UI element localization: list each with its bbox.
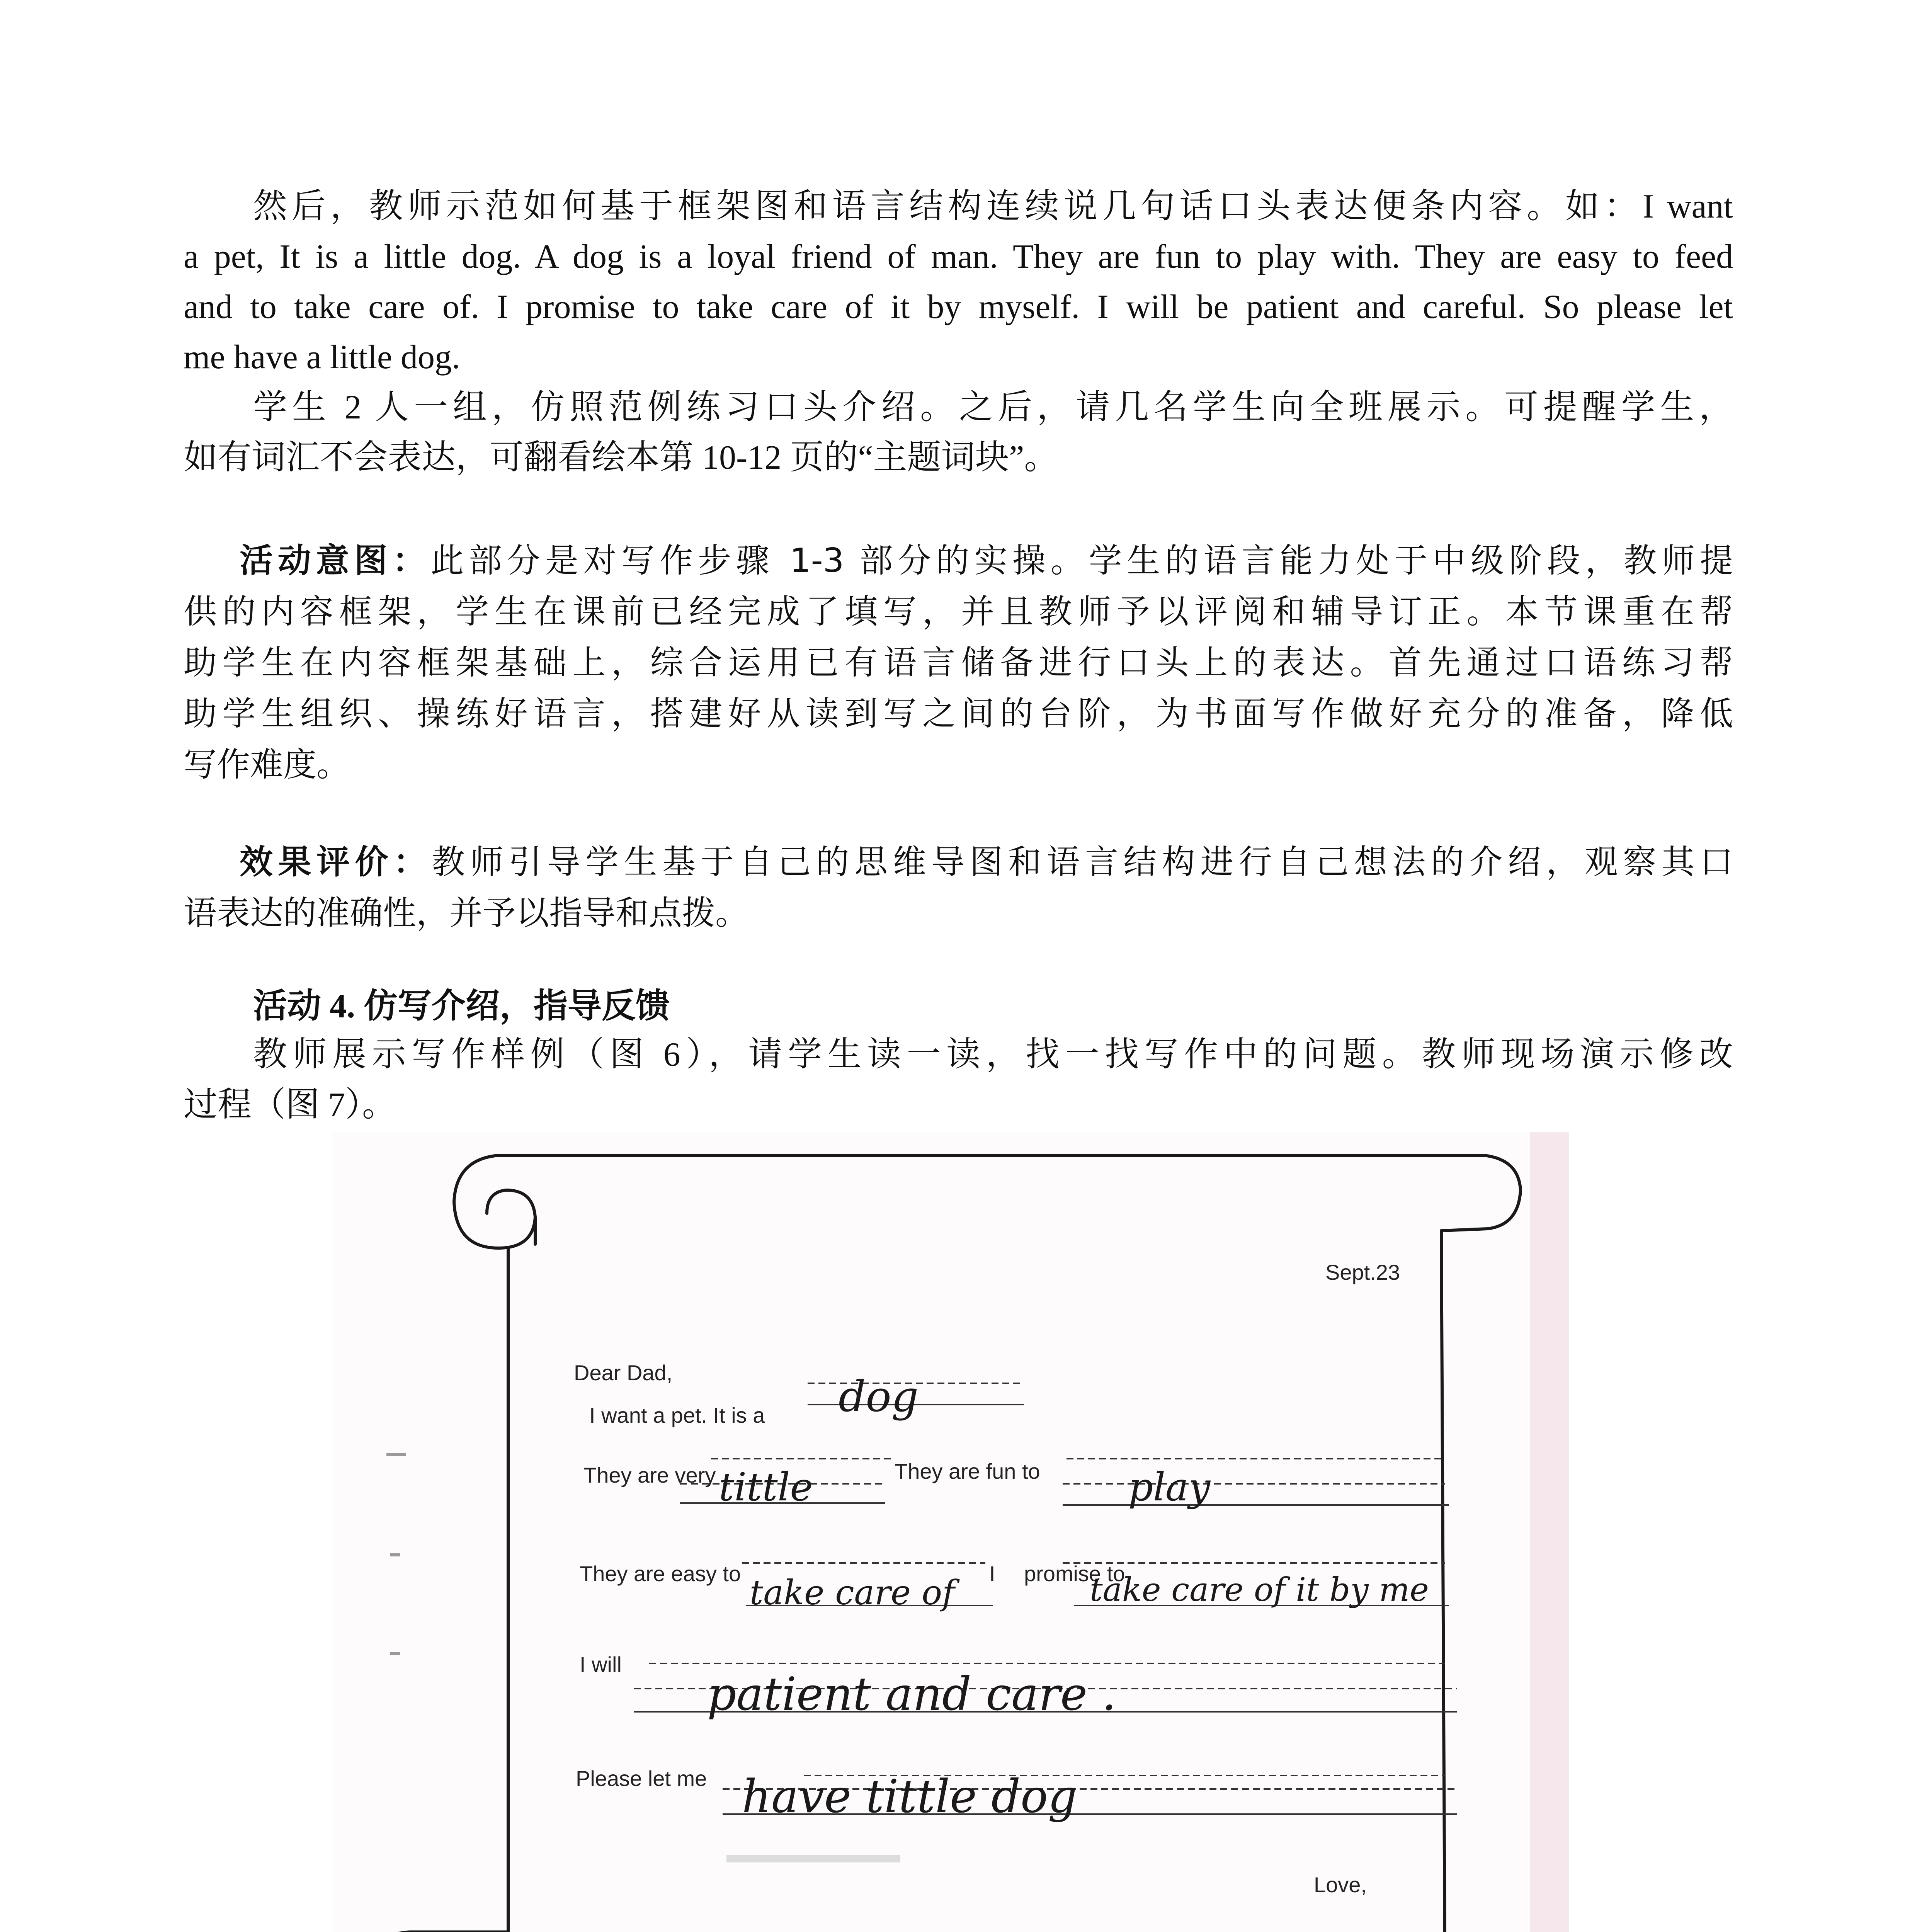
effect-evaluation-line-2: 语表达的准确性，并予以指导和点拨。 xyxy=(184,894,748,932)
letter-date: Sept.23 xyxy=(1325,1260,1400,1284)
activity-intent-line-4: 助学生组织、操练好语言，搭建好从读到写之间的台阶，为书面写作做好充分的准备，降低 xyxy=(184,694,1733,733)
activity-intent-line-3: 助学生在内容框架基础上，综合运用已有语言储备进行口头上的表达。首先通过口语练习帮 xyxy=(184,643,1733,682)
activity-intent-line-5: 写作难度。 xyxy=(184,745,350,784)
paragraph-1-line-4: me have a little dog. xyxy=(184,338,460,376)
paragraph-2-line-1: 学生 2 人一组，仿照范例练习口头介绍。之后，请几名学生向全班展示。可提醒学生， xyxy=(253,389,1733,426)
activity-4-heading: 活动 4. 仿写介绍，指导反馈 xyxy=(253,988,670,1025)
handwriting-promise: take care of it by me xyxy=(1090,1571,1429,1609)
prompt-please-let-me: Please let me xyxy=(576,1766,707,1791)
letter-greeting: Dear Dad, xyxy=(574,1361,673,1385)
effect-evaluation-text: 教师引导学生基于自己的思维导图和语言结构进行自己想法的介绍，观察其口 xyxy=(432,843,1733,881)
paragraph-1-line-1: 然后，教师示范如何基于框架图和语言结构连续说几句话口头表达便条内容。如：I want xyxy=(253,188,1733,225)
prompt-i: I xyxy=(989,1561,995,1586)
writing-sample-figure xyxy=(332,1132,1569,1932)
activity-intent-text: 此部分是对写作步骤 1-3 部分的实操。学生的语言能力处于中级阶段，教师提 xyxy=(430,541,1733,580)
effect-evaluation-line-1 xyxy=(240,837,1733,888)
prompt-i-will: I will xyxy=(580,1652,622,1677)
activity-4-line-2: 过程（图 7）。 xyxy=(184,1086,396,1124)
handwriting-will: patient and care . xyxy=(707,1667,1116,1721)
prompt-easy-to: They are easy to xyxy=(580,1561,741,1586)
handwriting-take-care-of: take care of xyxy=(750,1573,955,1612)
activity-4-line-1: 教师展示写作样例（图 6），请学生读一读，找一找写作中的问题。教师现场演示修改 xyxy=(253,1036,1733,1073)
letter-closing: Love, xyxy=(1314,1872,1367,1897)
activity-intent-line-1 xyxy=(240,535,1733,586)
activity-intent-line-2: 供的内容框架，学生在课前已经完成了填写，并且教师予以评阅和辅导订正。本节课重在帮 xyxy=(184,592,1733,631)
handwriting-little: tittle xyxy=(719,1464,813,1510)
handwriting-dog: dog xyxy=(839,1372,919,1421)
activity-intent-label: 活动意图： xyxy=(240,541,431,580)
prompt-want-pet: I want a pet. It is a xyxy=(589,1403,765,1427)
paragraph-1-line-2: a pet, It is a little dog. A dog is a loyal friend of man. They are fun to play with. They are easy to feed xyxy=(184,238,1733,276)
paragraph-1-line-3: and to take care of. I promise to take care of it by myself. I will be patient and careful. So please let xyxy=(184,288,1733,326)
handwriting-play: play xyxy=(1128,1464,1211,1510)
effect-evaluation-label: 效果评价： xyxy=(240,843,432,881)
prompt-they-are-very: They are very xyxy=(583,1463,716,1487)
prompt-promise-to: promise to xyxy=(1024,1561,1125,1586)
prompt-fun-to: They are fun to xyxy=(895,1459,1040,1483)
handwriting-please: have tittle dog xyxy=(742,1770,1077,1823)
paragraph-2-line-2: 如有词汇不会表达，可翻看绘本第 10-12 页的“主题词块”。 xyxy=(184,439,1058,476)
